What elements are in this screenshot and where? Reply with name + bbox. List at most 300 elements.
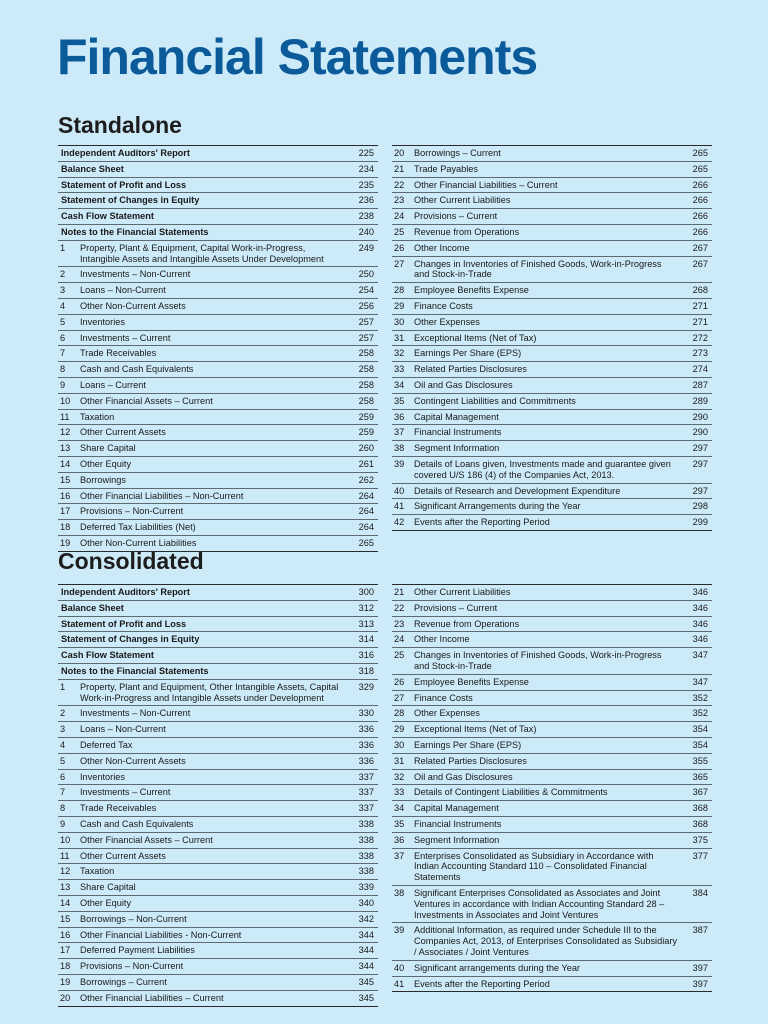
note-number: 10 — [60, 834, 71, 845]
note-number: 13 — [60, 882, 71, 893]
page-number: 367 — [692, 787, 708, 798]
consolidated-left-list — [58, 584, 378, 1007]
toc-section-row[interactable] — [58, 193, 378, 209]
toc-note-row[interactable] — [392, 257, 712, 284]
toc-note-row[interactable] — [392, 961, 712, 977]
toc-note-row[interactable] — [392, 283, 712, 299]
page-number: 266 — [692, 195, 708, 206]
page-number: 339 — [358, 882, 374, 893]
entry-label: Revenue from Operations — [414, 226, 520, 237]
toc-note-row[interactable] — [392, 632, 712, 648]
entry-label: Property, Plant & Equipment, Capital Work-in-Progress, Intangible Assets and Intangible Assets Under Development — [80, 242, 324, 264]
page-number: 266 — [692, 211, 708, 222]
note-number: 11 — [60, 850, 70, 861]
entry-label: Other Income — [414, 242, 470, 253]
page-number: 236 — [358, 195, 374, 206]
toc-note-row[interactable] — [58, 975, 378, 991]
entry-label: Additional Information, as required under Schedule III to the Companies Act, 2013, of Enterprises Consolidated as Subsidiary / Associates / Joint Ventures — [414, 925, 678, 957]
toc-note-row[interactable] — [58, 267, 378, 283]
entry-label: Changes in Inventories of Finished Goods, Work-in-Progress and Stock-in-Trade — [414, 258, 662, 280]
page-number: 384 — [692, 887, 708, 898]
entry-label: Other Current Liabilities — [414, 195, 511, 206]
toc-note-row[interactable] — [58, 943, 378, 959]
entry-label: Details of Loans given, Investments made and guarantee given covered U/S 186 (4) of the Companies Act, 2013. — [414, 458, 671, 480]
page-number: 265 — [358, 537, 374, 548]
entry-label: Cash and Cash Equivalents — [80, 364, 194, 375]
toc-note-row[interactable] — [392, 923, 712, 960]
entry-label: Other Non-Current Assets — [80, 300, 186, 311]
entry-label: Deferred Tax — [80, 739, 133, 750]
entry-label: Other Expenses — [414, 316, 480, 327]
page-number: 352 — [692, 708, 708, 719]
page-number: 314 — [358, 634, 374, 645]
toc-note-row[interactable] — [58, 299, 378, 315]
note-number: 40 — [394, 485, 405, 496]
page-number: 240 — [358, 226, 374, 237]
entry-label: Loans – Non-Current — [80, 724, 166, 735]
note-number: 23 — [394, 618, 405, 629]
toc-note-row[interactable] — [58, 473, 378, 489]
entry-label: Balance Sheet — [61, 163, 124, 174]
page-number: 297 — [692, 458, 708, 469]
page-number: 289 — [692, 395, 708, 406]
entry-label: Share Capital — [80, 882, 136, 893]
note-number: 22 — [394, 602, 405, 613]
note-number: 23 — [394, 195, 405, 206]
note-number: 2 — [60, 708, 66, 719]
toc-note-row[interactable] — [58, 801, 378, 817]
entry-label: Other Financial Liabilities – Non-Current — [80, 490, 244, 501]
entry-label: Notes to the Financial Statements — [61, 665, 209, 676]
entry-label: Borrowings – Current — [414, 148, 501, 158]
page-number: 340 — [358, 897, 374, 908]
page-number: 377 — [692, 850, 708, 861]
entry-label: Statement of Profit and Loss — [61, 618, 187, 629]
page-number: 397 — [692, 962, 708, 973]
toc-note-row[interactable] — [392, 977, 712, 993]
note-number: 41 — [394, 501, 405, 512]
note-number: 1 — [60, 242, 66, 253]
entry-label: Statement of Changes in Equity — [61, 195, 200, 206]
page-number: 264 — [358, 506, 374, 517]
entry-label: Investments – Current — [80, 787, 171, 798]
entry-label: Provisions – Non-Current — [80, 961, 184, 972]
toc-note-row[interactable] — [392, 675, 712, 691]
page-number: 257 — [358, 316, 374, 327]
page-number: 318 — [358, 665, 374, 676]
entry-label: Deferred Payment Liabilities — [80, 945, 195, 956]
entry-label: Provisions – Current — [414, 602, 498, 613]
page-number: 342 — [358, 913, 374, 924]
page-number: 336 — [358, 739, 374, 750]
toc-note-row[interactable] — [392, 738, 712, 754]
page-number: 238 — [358, 211, 374, 222]
page-number: 347 — [692, 676, 708, 687]
toc-note-row[interactable] — [392, 346, 712, 362]
toc-note-row[interactable] — [58, 722, 378, 738]
toc-section-row[interactable] — [58, 146, 378, 162]
toc-note-row[interactable] — [392, 817, 712, 833]
page-number: 225 — [358, 148, 374, 158]
page-number: 346 — [692, 618, 708, 629]
toc-note-row[interactable] — [58, 504, 378, 520]
note-number: 36 — [394, 411, 405, 422]
entry-label: Borrowings – Current — [80, 976, 167, 987]
entry-label: Capital Management — [414, 803, 499, 814]
page-number: 300 — [358, 587, 374, 597]
toc-note-row[interactable] — [58, 315, 378, 331]
toc-note-row[interactable] — [58, 706, 378, 722]
note-number: 20 — [394, 148, 405, 158]
toc-section-row[interactable] — [58, 648, 378, 664]
note-number: 39 — [394, 925, 405, 936]
toc-note-row[interactable] — [58, 817, 378, 833]
page-number: 338 — [358, 818, 374, 829]
page-number: 313 — [358, 618, 374, 629]
note-number: 18 — [60, 961, 71, 972]
entry-label: Other Financial Assets – Current — [80, 395, 213, 406]
toc-note-row[interactable] — [58, 331, 378, 347]
page-number: 234 — [358, 163, 374, 174]
note-number: 21 — [394, 587, 405, 597]
page-number: 264 — [358, 490, 374, 501]
entry-label: Finance Costs — [414, 692, 473, 703]
toc-section-row[interactable] — [58, 664, 378, 680]
note-number: 24 — [394, 634, 405, 645]
page-number: 249 — [358, 242, 374, 253]
entry-label: Oil and Gas Disclosures — [414, 379, 513, 390]
entry-label: Contingent Liabilities and Commitments — [414, 395, 576, 406]
note-number: 26 — [394, 242, 405, 253]
toc-note-row[interactable] — [392, 362, 712, 378]
page-number: 365 — [692, 771, 708, 782]
entry-label: Significant Arrangements during the Year — [414, 501, 581, 512]
toc-note-row[interactable] — [392, 648, 712, 675]
page-number: 262 — [358, 474, 374, 485]
entry-label: Other Financial Liabilities - Non-Current — [80, 929, 242, 940]
page-number: 298 — [692, 501, 708, 512]
page-number: 261 — [358, 458, 374, 469]
toc-note-row[interactable] — [58, 754, 378, 770]
toc-note-row[interactable] — [58, 785, 378, 801]
toc-note-row[interactable] — [392, 833, 712, 849]
entry-label: Related Parties Disclosures — [414, 755, 527, 766]
note-number: 33 — [394, 364, 405, 375]
consolidated-heading: Consolidated — [58, 548, 204, 574]
note-number: 36 — [394, 834, 405, 845]
toc-note-row[interactable] — [392, 706, 712, 722]
toc-note-row[interactable] — [392, 394, 712, 410]
note-number: 27 — [394, 692, 405, 703]
page-number: 355 — [692, 755, 708, 766]
toc-note-row[interactable] — [58, 833, 378, 849]
page-number: 330 — [358, 708, 374, 719]
entry-label: Loans – Current — [80, 379, 146, 390]
note-number: 2 — [60, 269, 66, 280]
toc-note-row[interactable] — [392, 691, 712, 707]
note-number: 31 — [394, 332, 405, 343]
note-number: 14 — [60, 897, 71, 908]
page-number: 258 — [358, 364, 374, 375]
toc-section-row[interactable] — [58, 178, 378, 194]
toc-note-row[interactable] — [58, 362, 378, 378]
note-number: 22 — [394, 179, 405, 190]
note-number: 12 — [60, 427, 71, 438]
entry-label: Borrowings – Non-Current — [80, 913, 187, 924]
note-number: 41 — [394, 978, 405, 989]
toc-section-row[interactable] — [58, 601, 378, 617]
note-number: 16 — [60, 929, 71, 940]
entry-label: Events after the Reporting Period — [414, 517, 550, 528]
page-number: 316 — [358, 650, 374, 661]
toc-note-row[interactable] — [58, 457, 378, 473]
entry-label: Finance Costs — [414, 300, 473, 311]
toc-note-row[interactable] — [392, 886, 712, 923]
toc-note-row[interactable] — [392, 193, 712, 209]
note-number: 10 — [60, 395, 71, 406]
toc-note-row[interactable] — [392, 484, 712, 500]
page-number: 337 — [358, 803, 374, 814]
page-number: 347 — [692, 650, 708, 661]
entry-label: Related Parties Disclosures — [414, 364, 527, 375]
entry-label: Other Expenses — [414, 708, 480, 719]
entry-label: Independent Auditors' Report — [61, 587, 190, 597]
entry-label: Employee Benefits Expense — [414, 285, 529, 296]
toc-note-row[interactable] — [392, 315, 712, 331]
entry-label: Investments – Current — [80, 332, 171, 343]
toc-note-row[interactable] — [392, 722, 712, 738]
page-number: 344 — [358, 961, 374, 972]
entry-label: Statement of Changes in Equity — [61, 634, 200, 645]
page-number: 336 — [358, 755, 374, 766]
entry-label: Inventories — [80, 771, 125, 782]
note-number: 25 — [394, 650, 405, 661]
note-number: 35 — [394, 395, 405, 406]
entry-label: Financial Instruments — [414, 818, 502, 829]
page-number: 250 — [358, 269, 374, 280]
page-number: 267 — [692, 242, 708, 253]
note-number: 8 — [60, 803, 66, 814]
toc-note-row[interactable] — [392, 378, 712, 394]
note-number: 32 — [394, 348, 405, 359]
toc-section-row[interactable] — [58, 617, 378, 633]
toc-note-row[interactable] — [392, 770, 712, 786]
entry-label: Enterprises Consolidated as Subsidiary in Accordance with Indian Accounting Standard 110 – Consolidated Financial Statements — [414, 850, 654, 883]
toc-note-row[interactable] — [58, 991, 378, 1007]
toc-note-row[interactable] — [392, 225, 712, 241]
toc-section-row[interactable] — [58, 162, 378, 178]
entry-label: Investments – Non-Current — [80, 269, 191, 280]
entry-label: Deferred Tax Liabilities (Net) — [80, 522, 196, 533]
toc-note-row[interactable] — [58, 441, 378, 457]
note-number: 39 — [394, 458, 405, 469]
entry-label: Investments – Non-Current — [80, 708, 191, 719]
entry-label: Other Financial Liabilities – Current — [80, 992, 224, 1003]
note-number: 20 — [60, 992, 71, 1003]
page-number: 258 — [358, 379, 374, 390]
toc-note-row[interactable] — [392, 617, 712, 633]
entry-label: Revenue from Operations — [414, 618, 520, 629]
toc-note-row[interactable] — [58, 912, 378, 928]
page-number: 268 — [692, 285, 708, 296]
page-number: 297 — [692, 443, 708, 454]
note-number: 9 — [60, 818, 66, 829]
note-number: 18 — [60, 522, 71, 533]
entry-label: Exceptional Items (Net of Tax) — [414, 724, 537, 735]
page-number: 344 — [358, 945, 374, 956]
page-title: Financial Statements — [57, 29, 538, 85]
entry-label: Details of Research and Development Expenditure — [414, 485, 621, 496]
toc-note-row[interactable] — [392, 425, 712, 441]
entry-label: Other Current Assets — [80, 427, 166, 438]
page-number: 271 — [692, 300, 708, 311]
toc-note-row[interactable] — [58, 283, 378, 299]
page-number: 338 — [358, 834, 374, 845]
note-number: 25 — [394, 226, 405, 237]
entry-label: Trade Receivables — [80, 803, 157, 814]
toc-note-row[interactable] — [392, 178, 712, 194]
toc-note-row[interactable] — [392, 849, 712, 886]
consolidated-right-list — [392, 584, 712, 992]
entry-label: Cash Flow Statement — [61, 650, 154, 661]
toc-note-row[interactable] — [392, 515, 712, 531]
standalone-heading: Standalone — [58, 112, 182, 138]
toc-note-row[interactable] — [392, 601, 712, 617]
entry-label: Taxation — [80, 866, 115, 877]
entry-label: Other Non-Current Liabilities — [80, 537, 197, 548]
note-number: 16 — [60, 490, 71, 501]
note-number: 5 — [60, 316, 66, 327]
page-number: 265 — [692, 148, 708, 158]
note-number: 24 — [394, 211, 405, 222]
toc-note-row[interactable] — [58, 896, 378, 912]
page-number: 271 — [692, 316, 708, 327]
note-number: 6 — [60, 771, 66, 782]
toc-section-row[interactable] — [58, 209, 378, 225]
note-number: 40 — [394, 962, 405, 973]
toc-note-row[interactable] — [58, 241, 378, 268]
note-number: 4 — [60, 300, 66, 311]
toc-note-row[interactable] — [392, 331, 712, 347]
page-number: 290 — [692, 411, 708, 422]
page-number: 329 — [358, 681, 374, 692]
note-number: 28 — [394, 285, 405, 296]
toc-note-row[interactable] — [392, 585, 712, 601]
note-number: 30 — [394, 316, 405, 327]
entry-label: Segment Information — [414, 834, 500, 845]
page-number: 354 — [692, 724, 708, 735]
note-number: 32 — [394, 771, 405, 782]
toc-note-row[interactable] — [58, 410, 378, 426]
toc-note-row[interactable] — [58, 770, 378, 786]
page-number: 267 — [692, 258, 708, 269]
note-number: 31 — [394, 755, 405, 766]
note-number: 38 — [394, 443, 405, 454]
toc-note-row[interactable] — [58, 864, 378, 880]
note-number: 3 — [60, 724, 66, 735]
toc-note-row[interactable] — [58, 346, 378, 362]
entry-label: Provisions – Non-Current — [80, 506, 184, 517]
note-number: 21 — [394, 163, 405, 174]
note-number: 7 — [60, 787, 66, 798]
toc-note-row[interactable] — [392, 441, 712, 457]
note-number: 29 — [394, 724, 405, 735]
note-number: 19 — [60, 537, 71, 548]
entry-label: Cash Flow Statement — [61, 211, 154, 222]
page-number: 344 — [358, 929, 374, 940]
entry-label: Property, Plant and Equipment, Other Intangible Assets, Capital Work-in-Progress and Intangible Assets under Development — [80, 681, 339, 703]
toc-note-row[interactable] — [392, 146, 712, 162]
note-number: 34 — [394, 379, 405, 390]
toc-note-row[interactable] — [392, 801, 712, 817]
toc-section-row[interactable] — [58, 632, 378, 648]
toc-note-row[interactable] — [392, 457, 712, 484]
note-number: 11 — [60, 411, 70, 422]
page-number: 338 — [358, 866, 374, 877]
toc-note-row[interactable] — [392, 209, 712, 225]
toc-note-row[interactable] — [58, 680, 378, 707]
page-number: 368 — [692, 818, 708, 829]
entry-label: Other Income — [414, 634, 470, 645]
note-number: 17 — [60, 945, 71, 956]
toc-note-row[interactable] — [58, 959, 378, 975]
toc-note-row[interactable] — [392, 410, 712, 426]
page-number: 387 — [692, 925, 708, 936]
toc-note-row[interactable] — [58, 928, 378, 944]
note-number: 19 — [60, 976, 71, 987]
note-number: 9 — [60, 379, 66, 390]
toc-section-row[interactable] — [58, 225, 378, 241]
toc-note-row[interactable] — [58, 425, 378, 441]
page-number: 345 — [358, 976, 374, 987]
page-number: 265 — [692, 163, 708, 174]
note-number: 8 — [60, 364, 66, 375]
note-number: 34 — [394, 803, 405, 814]
toc-section-row[interactable] — [58, 585, 378, 601]
page-number: 345 — [358, 992, 374, 1003]
page-number: 256 — [358, 300, 374, 311]
toc-note-row[interactable] — [58, 849, 378, 865]
page-number: 257 — [358, 332, 374, 343]
toc-note-row[interactable] — [392, 241, 712, 257]
entry-label: Other Financial Assets – Current — [80, 834, 213, 845]
toc-note-row[interactable] — [58, 378, 378, 394]
entry-label: Cash and Cash Equivalents — [80, 818, 194, 829]
note-number: 33 — [394, 787, 405, 798]
toc-note-row[interactable] — [58, 394, 378, 410]
toc-note-row[interactable] — [392, 754, 712, 770]
toc-note-row[interactable] — [58, 880, 378, 896]
toc-note-row[interactable] — [392, 499, 712, 515]
page-number: 266 — [692, 179, 708, 190]
note-number: 15 — [60, 474, 71, 485]
toc-note-row[interactable] — [58, 738, 378, 754]
note-number: 6 — [60, 332, 66, 343]
entry-label: Statement of Profit and Loss — [61, 179, 187, 190]
toc-note-row[interactable] — [392, 162, 712, 178]
toc-note-row[interactable] — [392, 785, 712, 801]
entry-label: Taxation — [80, 411, 115, 422]
toc-note-row[interactable] — [392, 299, 712, 315]
entry-label: Other Non-Current Assets — [80, 755, 186, 766]
toc-note-row[interactable] — [58, 520, 378, 536]
entry-label: Employee Benefits Expense — [414, 676, 529, 687]
page-number: 260 — [358, 443, 374, 454]
page-number: 352 — [692, 692, 708, 703]
page-number: 368 — [692, 803, 708, 814]
toc-note-row[interactable] — [58, 489, 378, 505]
entry-label: Other Financial Liabilities – Current — [414, 179, 558, 190]
